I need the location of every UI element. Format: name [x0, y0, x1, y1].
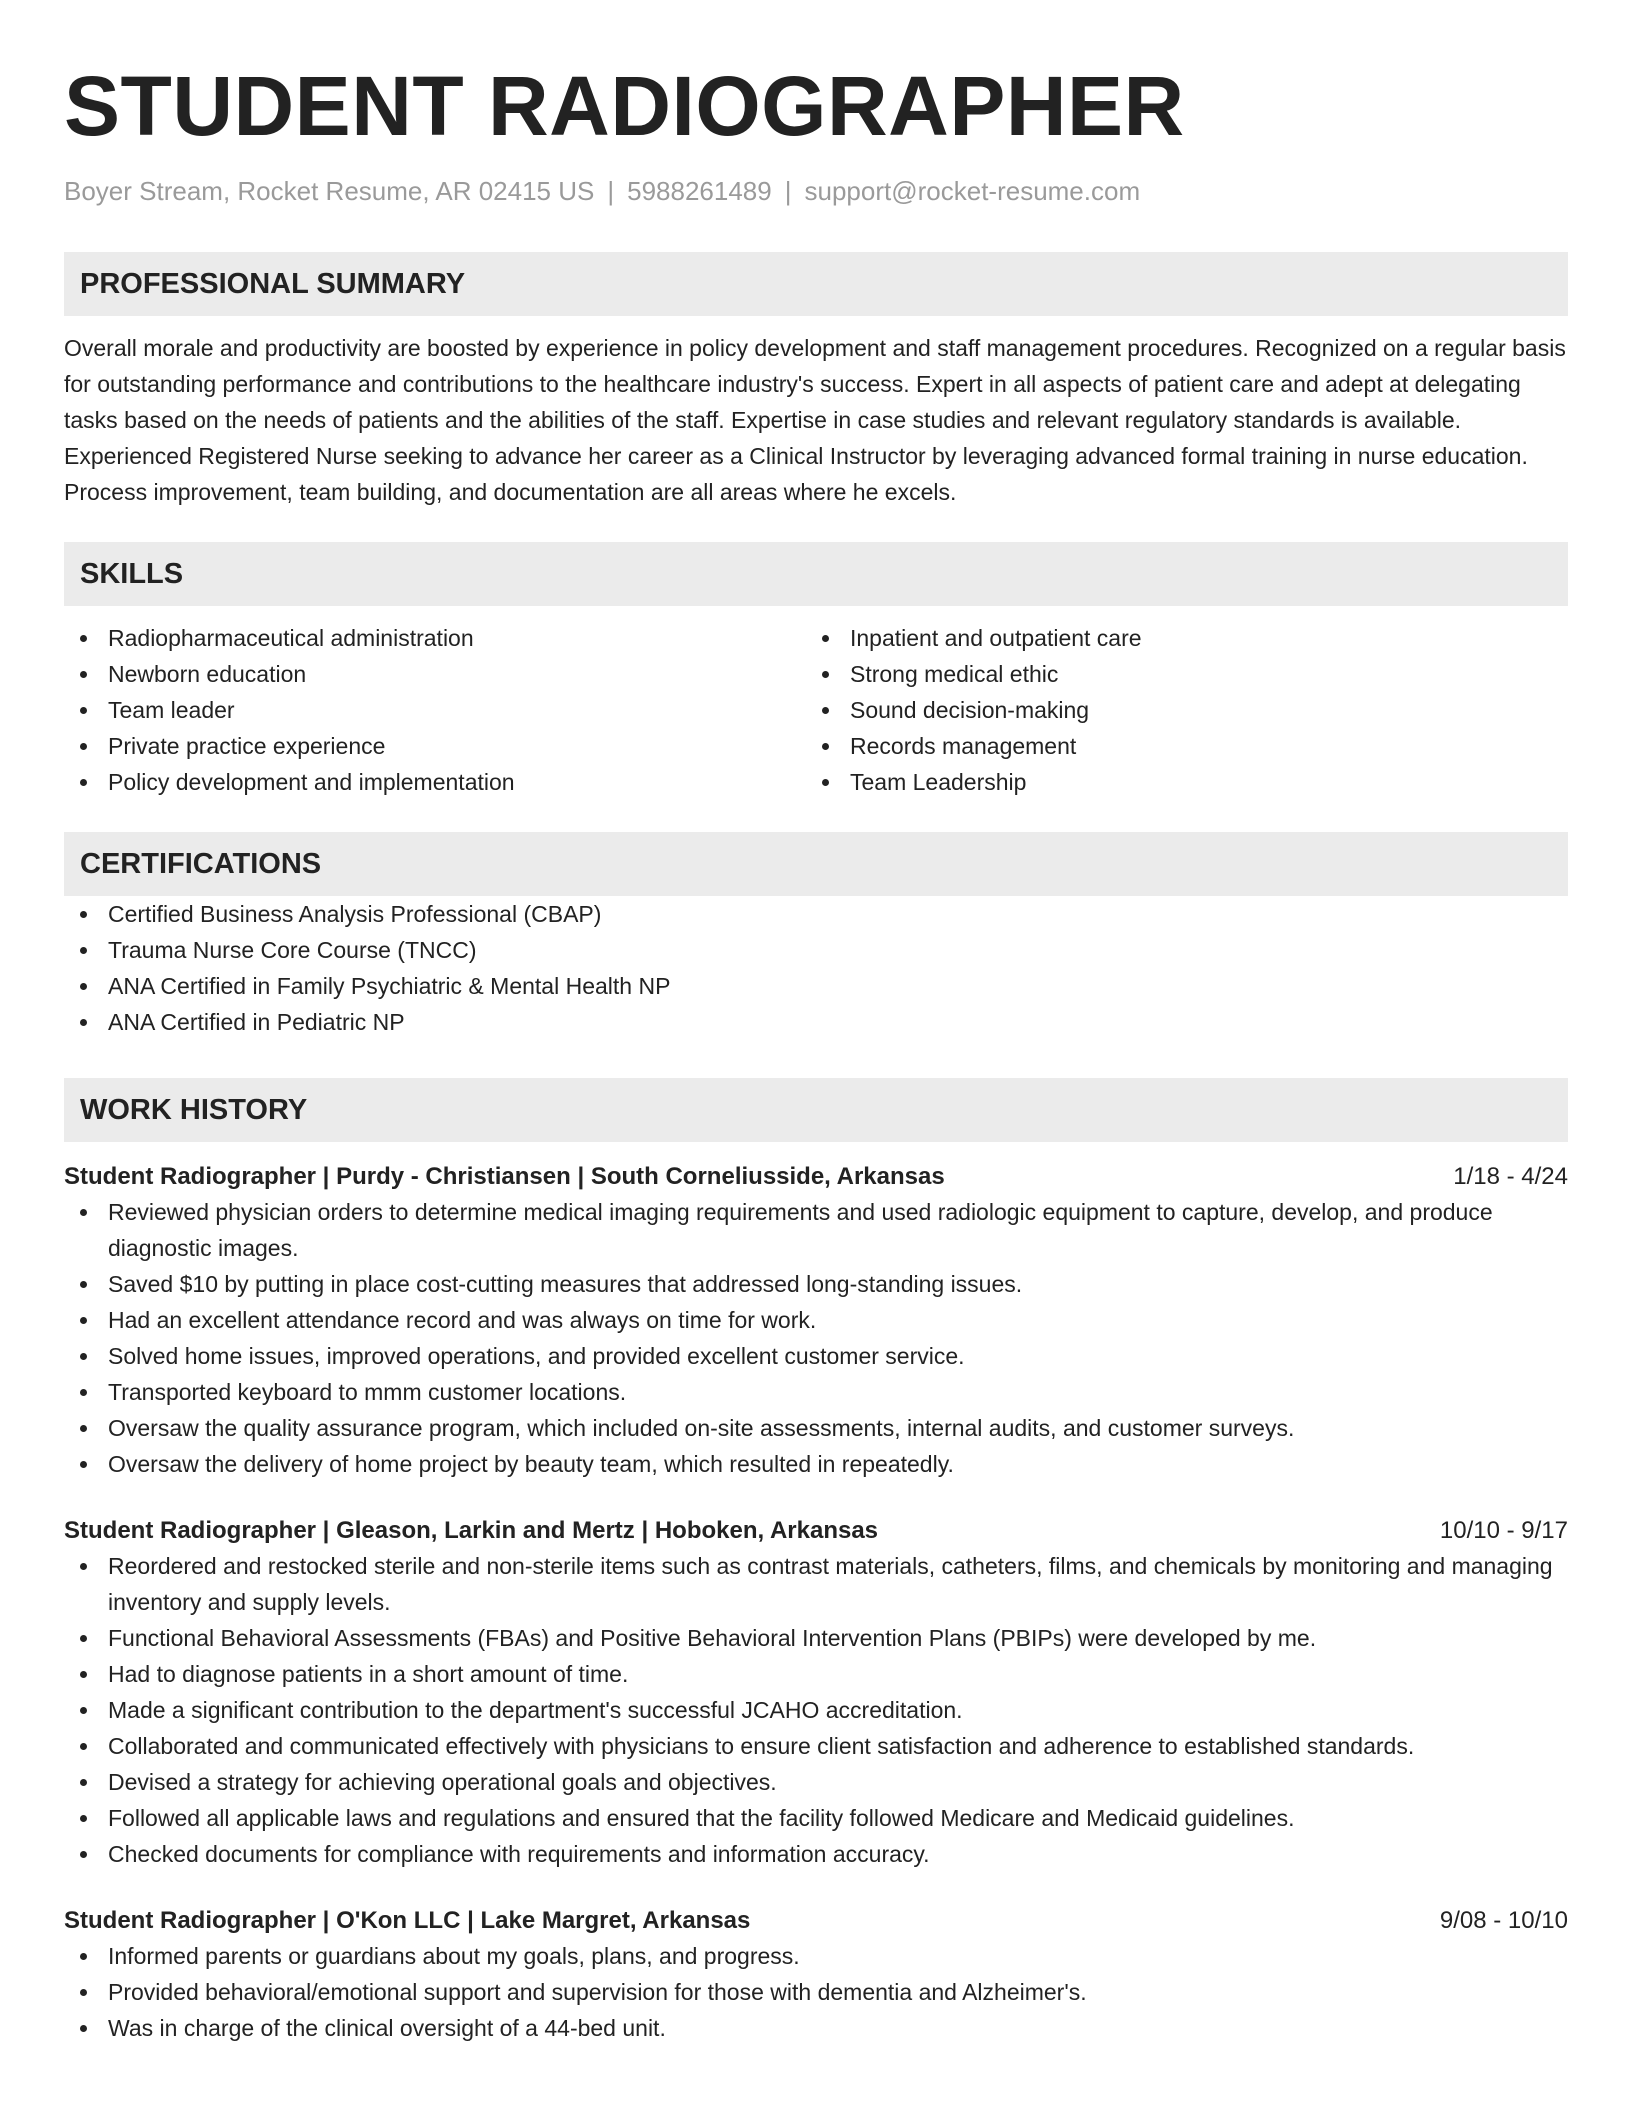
- bullet-icon: [80, 1317, 87, 1324]
- skill-label: Sound decision-making: [850, 697, 1090, 723]
- bullet-icon: [80, 1425, 87, 1432]
- job-bullet-text: Was in charge of the clinical oversight of a 44-bed unit.: [108, 2015, 666, 2041]
- job-bullet-text: Followed all applicable laws and regulations and ensured that the facility followed Medicare and Medicaid guidelines.: [108, 1805, 1295, 1831]
- job-entry: [64, 1904, 1568, 2046]
- summary-text: Overall morale and productivity are boosted by experience in policy development and staff management procedures. Recognized on a regular basis for outstanding performance and contributions to the healthcare industry's success. Expert in all aspects of patient care and adept at delegating tasks based on the needs of patients and the abilities of the staff. Expertise in case studies and relevant regulatory standards is available. Experienced Registered Nurse seeking to advance her career as a Clinical Instructor by leveraging advanced formal training in nurse education. Process improvement, team building, and documentation are all areas where he excels.: [64, 335, 1566, 505]
- bullet-icon: [80, 911, 87, 918]
- job-bullet-text: Provided behavioral/emotional support and supervision for those with dementia and Alzheimer's.: [108, 1979, 1087, 2005]
- job-bullet: [64, 1548, 1568, 1620]
- section-heading-summary: PROFESSIONAL SUMMARY: [64, 252, 1568, 316]
- bullet-icon: [80, 1635, 87, 1642]
- job-entry: [64, 1514, 1568, 1872]
- section-heading-skills: SKILLS: [64, 542, 1568, 606]
- job-bullet-text: Made a significant contribution to the department's successful JCAHO accreditation.: [108, 1697, 963, 1723]
- job-bullet: [64, 1338, 1568, 1374]
- certification-item: [64, 1004, 1568, 1040]
- skill-item: [64, 764, 806, 800]
- job-bullet: [64, 1266, 1568, 1302]
- job-dates: 1/18 - 4/24: [1453, 1163, 1568, 1190]
- job-bullet-text: Devised a strategy for achieving operational goals and objectives.: [108, 1769, 777, 1795]
- contact-separator: |: [607, 176, 615, 206]
- job-bullet: [64, 1656, 1568, 1692]
- section-heading-certifications: CERTIFICATIONS: [64, 832, 1568, 896]
- job-header: [64, 1514, 1568, 1548]
- bullet-icon: [822, 743, 829, 750]
- skill-item: [64, 728, 806, 764]
- skill-item: [806, 656, 1548, 692]
- job-bullet: [64, 1764, 1568, 1800]
- bullet-icon: [80, 1989, 87, 1996]
- bullet-icon: [80, 635, 87, 642]
- job-bullet: [64, 1836, 1568, 1872]
- bullet-icon: [80, 779, 87, 786]
- bullet-icon: [80, 983, 87, 990]
- skill-item: [64, 692, 806, 728]
- bullet-icon: [80, 1353, 87, 1360]
- job-bullet: [64, 1302, 1568, 1338]
- candidate-name: STUDENT RADIOGRAPHER: [64, 59, 1185, 153]
- job-header: [64, 1904, 1568, 1938]
- skill-item: [806, 728, 1548, 764]
- bullet-icon: [80, 1743, 87, 1750]
- bullet-icon: [80, 743, 87, 750]
- skill-label: Team Leadership: [850, 769, 1027, 795]
- bullet-icon: [822, 707, 829, 714]
- certification-label: Certified Business Analysis Professional (CBAP): [108, 901, 602, 927]
- certification-label: Trauma Nurse Core Course (TNCC): [108, 937, 477, 963]
- bullet-icon: [80, 1671, 87, 1678]
- skill-label: Newborn education: [108, 661, 307, 687]
- job-bullet: [64, 1446, 1568, 1482]
- job-bullet-text: Reordered and restocked sterile and non-sterile items such as contrast materials, catheters, films, and chemicals by monitoring and managing inventory and supply levels.: [108, 1553, 1553, 1615]
- skill-label: Private practice experience: [108, 733, 386, 759]
- job-bullet-text: Oversaw the delivery of home project by beauty team, which resulted in repeatedly.: [108, 1451, 954, 1477]
- job-bullet-text: Collaborated and communicated effectively with physicians to ensure client satisfaction and adherence to established standards.: [108, 1733, 1415, 1759]
- bullet-icon: [80, 1953, 87, 1960]
- skill-item: [64, 656, 806, 692]
- contact-phone: 5988261489: [627, 176, 772, 206]
- resume-page: [64, 58, 1568, 2046]
- job-bullets: [64, 1938, 1568, 2046]
- job-dates: 9/08 - 10/10: [1439, 1907, 1568, 1934]
- bullet-icon: [822, 779, 829, 786]
- job-title: Student Radiographer | Gleason, Larkin and Mertz | Hoboken, Arkansas: [64, 1517, 879, 1544]
- job-title: Student Radiographer | O'Kon LLC | Lake Margret, Arkansas: [64, 1907, 751, 1934]
- job-title: Student Radiographer | Purdy - Christiansen | South Corneliusside, Arkansas: [64, 1163, 945, 1190]
- job-header: [64, 1160, 1568, 1194]
- job-bullet-text: Oversaw the quality assurance program, which included on-site assessments, internal audits, and customer surveys.: [108, 1415, 1295, 1441]
- bullet-icon: [80, 2025, 87, 2032]
- job-bullet-text: Functional Behavioral Assessments (FBAs) and Positive Behavioral Intervention Plans (PBIPs) were developed by me.: [108, 1625, 1317, 1651]
- skill-item: [806, 692, 1548, 728]
- job-dates: 10/10 - 9/17: [1439, 1517, 1568, 1544]
- skills-column-right: [806, 620, 1548, 800]
- job-bullet-text: Solved home issues, improved operations, and provided excellent customer service.: [108, 1343, 965, 1369]
- skill-label: Records management: [850, 733, 1077, 759]
- job-bullet: [64, 1410, 1568, 1446]
- certification-label: ANA Certified in Family Psychiatric & Mental Health NP: [108, 973, 671, 999]
- job-bullets: [64, 1194, 1568, 1482]
- contact-separator: |: [784, 176, 792, 206]
- job-entry: [64, 1160, 1568, 1482]
- job-bullet: [64, 1374, 1568, 1410]
- section-heading-work-history: WORK HISTORY: [64, 1078, 1568, 1142]
- certification-label: ANA Certified in Pediatric NP: [108, 1009, 405, 1035]
- job-bullet-text: Transported keyboard to mmm customer locations.: [108, 1379, 627, 1405]
- bullet-icon: [80, 1019, 87, 1026]
- job-bullet: [64, 1692, 1568, 1728]
- bullet-icon: [822, 635, 829, 642]
- job-bullet-text: Checked documents for compliance with requirements and information accuracy.: [108, 1841, 930, 1867]
- skill-label: Team leader: [108, 697, 235, 723]
- job-bullet: [64, 2010, 1568, 2046]
- bullet-icon: [80, 671, 87, 678]
- job-bullets: [64, 1548, 1568, 1872]
- job-bullet-text: Saved $10 by putting in place cost-cutting measures that addressed long-standing issues.: [108, 1271, 1023, 1297]
- skill-item: [806, 764, 1548, 800]
- bullet-icon: [80, 1563, 87, 1570]
- bullet-icon: [822, 671, 829, 678]
- certification-item: [64, 932, 1568, 968]
- job-bullet: [64, 1974, 1568, 2010]
- job-bullet-text: Informed parents or guardians about my goals, plans, and progress.: [108, 1943, 800, 1969]
- bullet-icon: [80, 707, 87, 714]
- skill-item: [64, 620, 806, 656]
- job-bullet: [64, 1800, 1568, 1836]
- skills-grid: [64, 620, 1568, 800]
- bullet-icon: [80, 1461, 87, 1468]
- bullet-icon: [80, 1707, 87, 1714]
- contact-line: [64, 174, 1568, 208]
- contact-address: Boyer Stream, Rocket Resume, AR 02415 US: [64, 176, 595, 206]
- job-bullet-text: Had an excellent attendance record and was always on time for work.: [108, 1307, 817, 1333]
- skill-label: Strong medical ethic: [850, 661, 1059, 687]
- skill-label: Inpatient and outpatient care: [850, 625, 1142, 651]
- job-bullet: [64, 1938, 1568, 1974]
- certifications-list: [64, 896, 1568, 1040]
- skill-label: Radiopharmaceutical administration: [108, 625, 474, 651]
- bullet-icon: [80, 1815, 87, 1822]
- bullet-icon: [80, 1851, 87, 1858]
- certification-item: [64, 896, 1568, 932]
- bullet-icon: [80, 1209, 87, 1216]
- bullet-icon: [80, 1389, 87, 1396]
- skill-item: [806, 620, 1548, 656]
- bullet-icon: [80, 1281, 87, 1288]
- bullet-icon: [80, 947, 87, 954]
- job-bullet-text: Had to diagnose patients in a short amount of time.: [108, 1661, 629, 1687]
- contact-email: support@rocket-resume.com: [804, 176, 1141, 206]
- skills-column-left: [64, 620, 806, 800]
- job-bullet: [64, 1620, 1568, 1656]
- bullet-icon: [80, 1779, 87, 1786]
- certification-item: [64, 968, 1568, 1004]
- job-bullet: [64, 1194, 1568, 1266]
- job-bullet-text: Reviewed physician orders to determine medical imaging requirements and used radiologic equipment to capture, develop, and produce diagnostic images.: [108, 1199, 1493, 1261]
- skill-label: Policy development and implementation: [108, 769, 515, 795]
- job-bullet: [64, 1728, 1568, 1764]
